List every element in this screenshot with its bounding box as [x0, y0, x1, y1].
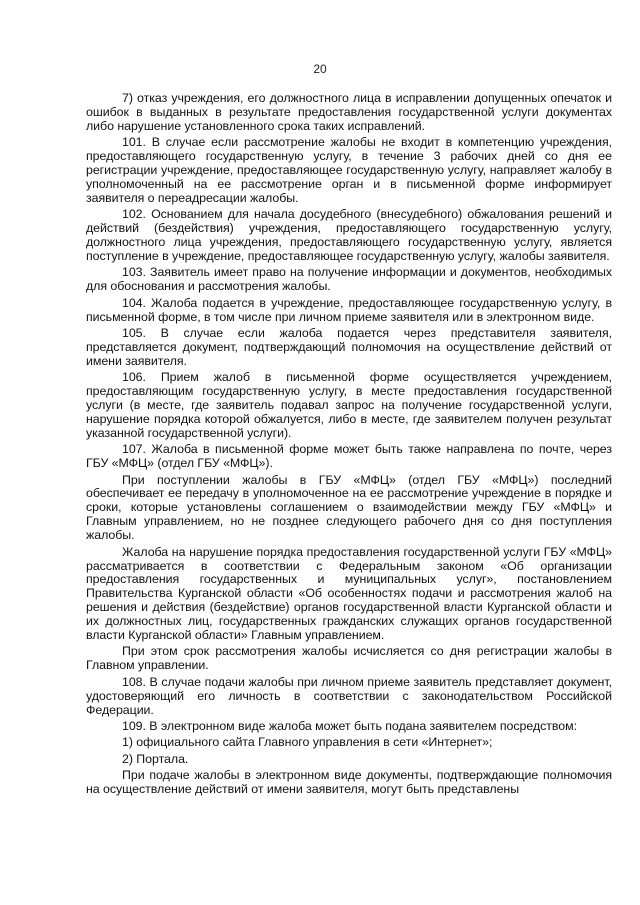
paragraph-108: 108. В случае подачи жалобы при личном приеме заявитель представляет документ, удостоверяющий его личность в соответствии с законодательством Российской Федерации. [86, 674, 612, 717]
document-body [86, 61, 612, 797]
paragraph-109-item-1: 1) официального сайта Главного управления в сети «Интернет»; [122, 735, 493, 750]
paragraph-107-mfc-complaint: Жалоба на нарушение порядка предоставления государственной услуги ГБУ «МФЦ» рассматривается в соответствии с Федеральным законом «Об организации предоставления государственных и муниципальных услуг», постановлением Правительства Курганской области «Об особенностях подачи и рассмотрения жалоб на решения и действия (бездействие) органов государственной власти Курганской области и их должностных лиц, государственных гражданских служащих органов государственной власти Курганской области» Главным управлением. [86, 544, 612, 643]
paragraph-electronic-submission: При подаче жалобы в электронном виде документы, подтверждающие полномочия на осуществление действий от имени заявителя, могут быть представлены [86, 768, 612, 797]
paragraph-109-item-2: 2) Портала. [122, 751, 189, 766]
paragraph-107-mfc-receipt: При поступлении жалобы в ГБУ «МФЦ» (отдел ГБУ «МФЦ») последний обеспечивает ее передачу в уполномоченное на ее рассмотрение учреждение в порядке и сроки, которые установлены соглашением о взаимодействии между ГБУ «МФЦ» и Главным управлением, но не позднее следующего рабочего дня со дня поступления жалобы. [86, 472, 612, 543]
paragraph-104: 104. Жалоба подается в учреждение, предоставляющее государственную услугу, в письменной форме, в том числе при личном приеме заявителя или в электронном виде. [86, 295, 612, 324]
paragraph-109: 109. В электронном виде жалоба может быть подана заявителем посредством: [122, 718, 577, 733]
paragraph-105: 105. В случае если жалоба подается через представителя заявителя, представляется документ, подтверждающий полномочия на осуществление действий от имени заявителя. [86, 326, 612, 368]
page-number: 20 [313, 62, 327, 76]
paragraph-107-term: При этом срок рассмотрения жалобы исчисляется со дня регистрации жалобы в Главном управлении. [86, 644, 612, 673]
paragraph-107: 107. Жалоба в письменной форме может быть также направлена по почте, через ГБУ «МФЦ» (отдел ГБУ «МФЦ»). [86, 442, 612, 471]
paragraph-102: 102. Основанием для начала досудебного (внесудебного) обжалования решений и действий (бездействия) учреждения, предоставляющего государственную услугу, должностного лица учреждения, предоставляющего государственную услугу, является поступление в учреждение, предоставляющее государственную услугу, жалобы заявителя. [86, 207, 612, 263]
paragraph-103: 103. Заявитель имеет право на получение информации и документов, необходимых для обоснования и рассмотрения жалобы. [86, 265, 612, 294]
paragraph-item-7: 7) отказ учреждения, его должностного лица в исправлении допущенных опечаток и ошибок в выданных в результате предоставления государственной услуги документах либо нарушение установленного срока таких исправлений. [86, 91, 612, 133]
paragraph-101: 101. В случае если рассмотрение жалобы не входит в компетенцию учреждения, предоставляющего государственную услугу, в течение 3 рабочих дней со дня ее регистрации учреждение, предоставляющее государственную услугу, направляет жалобу в уполномоченный на ее рассмотрение орган и в письменной форме информирует заявителя о переадресации жалобы. [86, 135, 612, 205]
paragraph-106: 106. Прием жалоб в письменной форме осуществляется учреждением, предоставляющим государственную услугу, в месте предоставления государственной услуги (в месте, где заявитель подавал запрос на получение государственной услуги, нарушение порядка которой обжалуется, либо в месте, где заявителем получен результат указанной государственной услуги). [86, 370, 612, 440]
